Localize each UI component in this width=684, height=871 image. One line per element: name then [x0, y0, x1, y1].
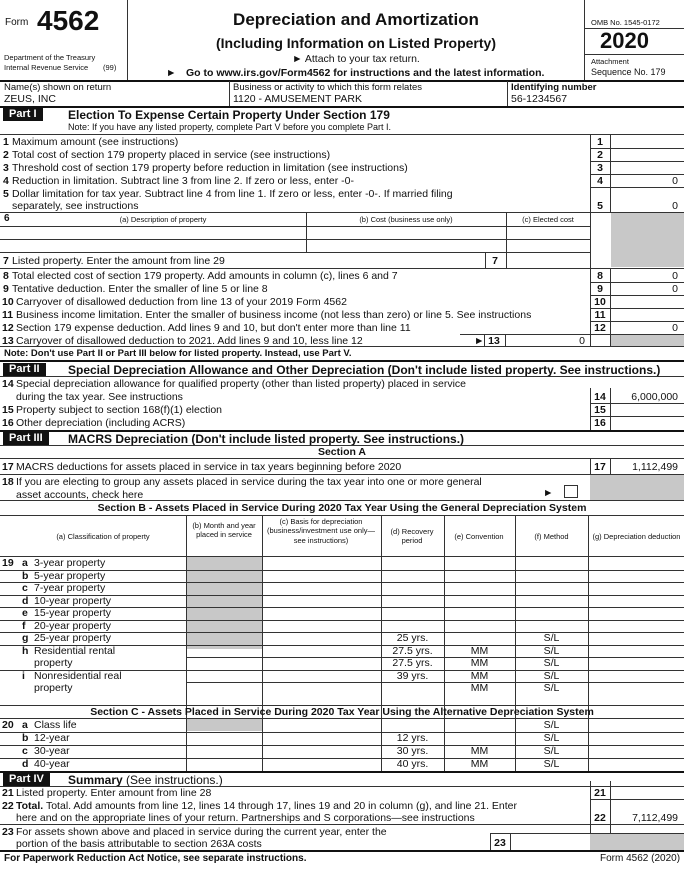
line13-label: Carryover of disallowed deduction to 2021. Add lines 9 and 10, less line 12	[16, 335, 363, 347]
line6-col-c: (c) Elected cost	[522, 215, 574, 224]
line21-label: Listed property. Enter amount from line 28	[16, 787, 212, 799]
col-g-header: (g) Depreciation deduction	[592, 532, 681, 541]
line14-label: Special depreciation allowance for qualified property (other than listed property) placed in service	[16, 378, 466, 390]
line7-label: Listed property. Enter the amount from line 29	[12, 255, 225, 267]
col-e-header: (e) Convention	[454, 532, 504, 541]
taxpayer-name[interactable]: ZEUS, INC	[4, 93, 56, 105]
line10-label: Carryover of disallowed deduction from line 13 of your 2019 Form 4562	[16, 296, 347, 308]
row-label: 20-year property	[34, 619, 112, 632]
row-letter: a	[22, 557, 28, 569]
line12-amount[interactable]: 0	[672, 322, 678, 334]
line8-amount[interactable]: 0	[672, 270, 678, 282]
tax-year: 2020	[600, 28, 649, 53]
row-letter: a	[22, 719, 28, 731]
section-b-heading: Section B - Assets Placed in Service During 2020 Tax Year Using the General Depreciation System	[97, 502, 587, 514]
line1-label: Maximum amount (see instructions)	[12, 136, 179, 148]
recovery-period[interactable]: 27.5 yrs.	[392, 644, 433, 657]
business-label: Business or activity to which this form relates	[233, 82, 423, 93]
row-label: property	[34, 682, 73, 694]
row-letter: b	[22, 569, 29, 582]
col-a-header: (a) Classification of property	[56, 532, 150, 541]
identifying-number[interactable]: 56-1234567	[511, 93, 568, 105]
line2-label: Total cost of section 179 property placed in service (see instructions)	[12, 149, 331, 161]
method[interactable]: S/L	[543, 732, 560, 744]
part2-tag: Part II	[3, 363, 46, 376]
row-label: 3-year property	[34, 557, 106, 569]
row-label: 25-year property	[34, 632, 112, 644]
omb-number: OMB No. 1545-0172	[591, 18, 660, 27]
line23-label: For assets shown above and placed in service during the current year, enter the	[16, 826, 387, 838]
row-label: 5-year property	[34, 569, 106, 582]
form-reference: Form 4562 (2020)	[600, 853, 681, 864]
line5-label: Dollar limitation for tax year. Subtract line 4 from line 1. If zero or less, enter -0-. If married filing	[12, 188, 453, 200]
convention[interactable]: MM	[470, 669, 489, 682]
method[interactable]: S/L	[543, 682, 560, 694]
form-4562-page: Form 4562 Department of the Treasury Internal Revenue Service (99) Depreciation and Amortization (Including Information on Listed Property) ► Attach to your tax return. ► Go to www.irs.gov/Form4562 for instructions and the latest information. OMB No. 1545-0172 2020 Attachment Sequence No. 179 Name(s) shown on return ZEUS, INC Business or activity to which this form relates 1120 - AMUSEMENT PARK Identifying number 56-1234567 Part I Election To Expense Certain Property Under Section 179 Note: If you have any listed property, complete Part V before you complete Part I. 1 Maximum amount (see instructions) 1 2 Total cost of section 179 property placed in service (see instructions) 2 3 Threshold cost of section 179 property before reduction in limitation (see instructions) 3 4 Reduction in limitation. Subtract line 3 from line 2. If zero or less, enter -0- 4 0 5 Dollar limitation for tax year. Subtract line 4 from line 1. If zero or less, enter -0-. If married filing separately, see instructions 5 0 6 (a) Description of property (b) Cost (business use only) (c) Elected cost 7 Listed property. Enter the amount from line 29 7 8 Total elected cost of section 179 property. Add amounts in column (c), lines 6 and 7 8 0 9 Tentative deduction. Enter the smaller of line 5 or line 8 9 0 10 Carryover of disallowed deduction from line 13 of your 2019 Form 4562 10 11 Business income limitation. Enter the smaller of business income (not less than zero) or line 5. See instructions 11 12 Section 179 expense deduction. Add lines 9 and 10, but don't enter more than line 11 12 0 13 Carryover of disallowed deduction to 2021. Add lines 9 and 10, less line 12 ► 13 0 Note: Don't use Part II or Part III below for listed property. Instead, use Part V. Part II Special Depreciation Allowance and Other Depreciation (Don't include listed property. See instructions.) 14 Special depreciation allowance for qualified property (other than listed property) placed in service during the tax year. See instructions 14 6,000,000 15 Property subject to section 168(f)(1) election 15 16 Other depreciation (including ACRS) 16 Part III MACRS Depreciation (Don't include listed property. See instructions.) Section A 17 MACRS deductions for assets placed in service in tax years beginning before 2020 17 1,112,499 18 If you are electing to group any assets placed in service during the tax year into one or more general asset accounts, check here ► Section B - Assets Placed in Service During 2020 Tax Year Using the General Depreciation System (a) Classification of property (b) Month and year placed in service (c) Basis for depreciation (business/investment use only—see instructions) (d) Recovery period (e) Convention (f) Method (g) Depreciation deduction 19 a 3-year property b 5-year property c 7-year property d 10-year property e 15-year property f 20-year property g 25-year property 25 yrs. S/L h Residential rental 27.5 yrs. MM S/L property 27.5 yrs. MM S/L i Nonresidential real 39 yrs. MM S/L property MM S/L Section C - Assets Placed in Service During 2020 Tax Year Using the Alternative Depreciation System 20 a Class life S/L b 12-year 12 yrs. S/L c 30-year 30 yrs. MM S/L d 40-year 40 yrs. MM S/L Part IV Summary (See instructions.) 21 Listed property. Enter amount from line 28 21 22 Total. Total. Add amounts from line 12, lines 14 through 17, lines 19 and 20 in column (g), and line 21. Enter here and on the appropriate lines of your return. Partnerships and S corporations—see instructions 22 7,112,499 23 For assets shown above and placed in service during the current year, enter the portion of the basis attributable to section 263A costs 23 For Paperwork Reduction Act Notice, see separate instructions. Form 4562 (2020)	[0, 0, 684, 871]
recovery-period[interactable]: 25 yrs.	[396, 632, 429, 644]
part2-title: Special Depreciation Allowance and Other Depreciation (Don't include listed property. See instructions.)	[68, 363, 661, 377]
row-label: 7-year property	[34, 582, 106, 594]
row-letter: i	[22, 669, 25, 682]
row-letter: e	[22, 607, 28, 619]
line18-checkbox[interactable]	[564, 485, 578, 498]
part1-note: Note: If you have any listed property, complete Part V before you complete Part I.	[68, 122, 391, 132]
line4-label: Reduction in limitation. Subtract line 3 from line 2. If zero or less, enter -0-	[12, 175, 354, 187]
line4-amount[interactable]: 0	[672, 175, 678, 187]
row-letter: g	[22, 632, 29, 644]
part1-note2: Note: Don't use Part II or Part III below for listed property. Instead, use Part V.	[4, 348, 352, 359]
row-letter: h	[22, 644, 29, 657]
row-label: 10-year property	[34, 594, 112, 607]
row-letter: c	[22, 745, 28, 757]
row-letter: d	[22, 594, 29, 607]
convention[interactable]: MM	[470, 758, 489, 770]
form-subtitle: (Including Information on Listed Property)	[216, 35, 496, 51]
form-number: 4562	[37, 5, 100, 36]
method[interactable]: S/L	[543, 632, 560, 644]
line11-label: Business income limitation. Enter the smaller of business income (not less than zero) or line 5. See instructions	[16, 309, 532, 321]
line18-label-2: asset accounts, check here	[16, 489, 144, 501]
line17-amount[interactable]: 1,112,499	[632, 461, 678, 473]
section-a-heading: Section A	[317, 446, 367, 458]
department: Department of the Treasury	[4, 53, 96, 62]
row-letter: c	[22, 582, 28, 594]
line14-amount[interactable]: 6,000,000	[631, 391, 678, 403]
line6-num: 6	[4, 213, 10, 224]
line9-amount[interactable]: 0	[672, 283, 678, 295]
convention[interactable]: MM	[470, 682, 489, 694]
row-label: Residential rental	[34, 644, 116, 657]
part3-title: MACRS Depreciation (Don't include listed property. See instructions.)	[68, 432, 465, 446]
row-label: Nonresidential real	[34, 669, 122, 682]
name-label: Name(s) shown on return	[4, 82, 112, 93]
irs: Internal Revenue Service	[4, 63, 89, 72]
line3-label: Threshold cost of section 179 property before reduction in limitation (see instructions)	[12, 162, 408, 174]
part4-tag: Part IV	[3, 773, 50, 786]
method[interactable]: S/L	[543, 719, 560, 731]
recovery-period[interactable]: 30 yrs.	[396, 745, 429, 757]
paperwork-notice: For Paperwork Reduction Act Notice, see separate instructions.	[4, 853, 307, 864]
form-word: Form	[5, 17, 29, 28]
part3-tag: Part III	[3, 432, 49, 445]
part4-title: Summary (See instructions.)	[68, 773, 223, 787]
row-letter: b	[22, 732, 29, 744]
line9-label: Tentative deduction. Enter the smaller of line 5 or line 8	[12, 283, 268, 295]
method[interactable]: S/L	[543, 745, 560, 757]
part1-tag: Part I	[3, 108, 43, 121]
line6-col-a: (a) Description of property	[119, 215, 207, 224]
row-label: 40-year	[34, 758, 70, 770]
col-b-header: (b) Month and year placed in service	[192, 521, 256, 540]
attachment-label: Attachment	[591, 57, 629, 66]
goto-instruction: Go to www.irs.gov/Form4562 for instructions and the latest information.	[186, 67, 545, 79]
arrow-icon: ►	[474, 335, 485, 347]
row-label: property	[34, 657, 73, 669]
form-title: Depreciation and Amortization	[233, 10, 479, 29]
line13-amount[interactable]: 0	[579, 335, 585, 347]
line22-amount[interactable]: 7,112,499	[632, 812, 678, 824]
line15-label: Property subject to section 168(f)(1) election	[16, 404, 223, 416]
recovery-period[interactable]: 12 yrs.	[396, 732, 429, 744]
row-label: 15-year property	[34, 607, 112, 619]
row-letter: d	[22, 758, 29, 770]
convention[interactable]: MM	[470, 657, 489, 669]
line22-label: Total. Total. Add amounts from line 12, lines 14 through 17, lines 19 and 20 in column (g), and line 21. Enter	[16, 800, 518, 812]
attach-instruction: ► Attach to your tax return.	[292, 53, 420, 65]
line5-label-2: separately, see instructions	[12, 200, 139, 212]
col-d-header: (d) Recovery period	[390, 527, 434, 546]
id-label: Identifying number	[511, 82, 597, 93]
line14-label-2: during the tax year. See instructions	[16, 391, 183, 403]
recovery-period[interactable]: 40 yrs.	[396, 758, 429, 770]
recovery-period[interactable]: 39 yrs.	[396, 669, 429, 682]
dept-code: (99)	[103, 63, 117, 72]
line6-col-b: (b) Cost (business use only)	[359, 215, 453, 224]
col-f-header: (f) Method	[534, 532, 569, 541]
method[interactable]: S/L	[543, 657, 560, 669]
recovery-period[interactable]: 27.5 yrs.	[392, 657, 433, 669]
line5-amount[interactable]: 0	[672, 200, 678, 212]
line18-label: If you are electing to group any assets placed in service during the tax year into one or more general	[16, 476, 482, 488]
row-letter: f	[22, 619, 26, 632]
part1-title: Election To Expense Certain Property Under Section 179	[68, 108, 390, 122]
business-activity[interactable]: 1120 - AMUSEMENT PARK	[233, 93, 362, 105]
method[interactable]: S/L	[543, 758, 560, 770]
row-label: 30-year	[34, 745, 70, 757]
line8-label: Total elected cost of section 179 property. Add amounts in column (c), lines 6 and 7	[12, 270, 398, 282]
arrow-icon: ►	[543, 487, 554, 499]
convention[interactable]: MM	[470, 745, 489, 757]
row-label: 12-year	[34, 732, 70, 744]
method[interactable]: S/L	[543, 669, 560, 682]
line22-label-2: here and on the appropriate lines of your return. Partnerships and S corporations—see instructions	[16, 812, 475, 824]
method[interactable]: S/L	[543, 644, 560, 657]
line17-label: MACRS deductions for assets placed in service in tax years beginning before 2020	[16, 461, 402, 473]
convention[interactable]: MM	[470, 644, 489, 657]
arrow-icon: ►	[166, 67, 177, 79]
col-c-header: (c) Basis for depreciation (business/investment use only—see instructions)	[267, 517, 375, 545]
line12-label: Section 179 expense deduction. Add lines 9 and 10, but don't enter more than line 11	[16, 322, 411, 334]
sequence-number: Sequence No. 179	[591, 67, 666, 77]
line23-label-2: portion of the basis attributable to section 263A costs	[16, 838, 262, 850]
row-label: Class life	[34, 719, 77, 731]
section-c-heading: Section C - Assets Placed in Service During 2020 Tax Year Using the Alternative Depreciation System	[90, 706, 594, 718]
line16-label: Other depreciation (including ACRS)	[16, 417, 186, 429]
